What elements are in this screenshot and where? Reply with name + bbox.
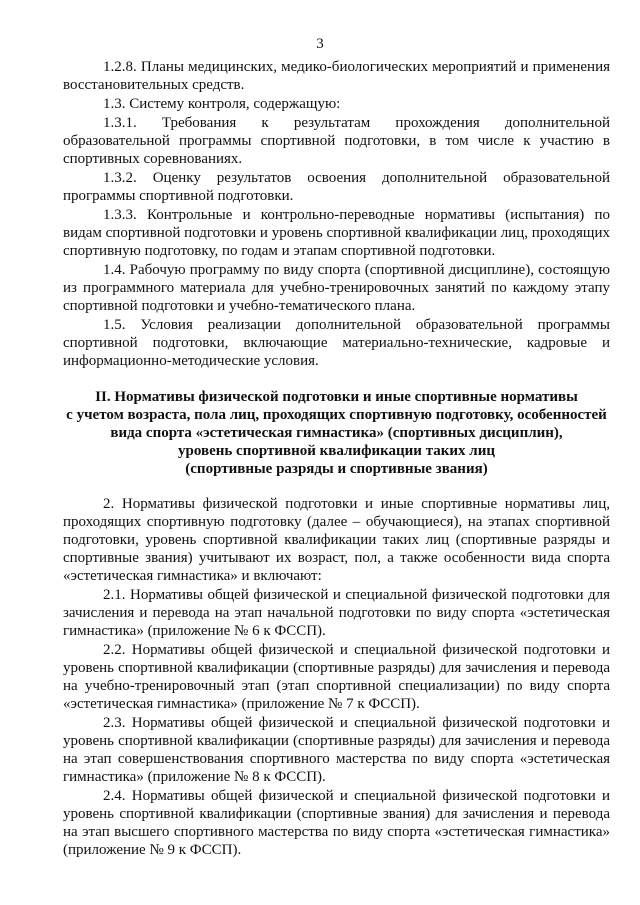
paragraph: 1.5. Условия реализации дополнительной образовательной программы спортивной подготовки, включающие материально-технические, кадровые и информационно-методические условия. bbox=[63, 317, 610, 369]
paragraph: 2.1. Нормативы общей физической и специальной физической подготовки для зачисления и перевода на этап начальной подготовки по виду спорта «эстетическая гимнастика» (приложение № 6 к ФССП). bbox=[63, 587, 610, 639]
section-heading-line: с учетом возраста, пола лиц, проходящих спортивную подготовку, особенностей bbox=[66, 407, 607, 423]
paragraph: 1.3. Систему контроля, содержащую: bbox=[103, 96, 341, 112]
page-number: 3 bbox=[316, 36, 324, 52]
section-heading bbox=[63, 388, 610, 478]
paragraph: 1.4. Рабочую программу по виду спорта (спортивной дисциплине), состоящую из программного материала для учебно-тренировочных занятий по каждому этапу спортивной подготовки и учебно-тематического плана. bbox=[63, 262, 610, 314]
paragraph: 1.3.3. Контрольные и контрольно-переводные нормативы (испытания) по видам спортивной подготовки и уровень спортивной квалификации лиц, проходящих спортивную подготовку, по годам и этапам спортивной подготовки. bbox=[63, 207, 610, 259]
document-body bbox=[63, 58, 610, 860]
section-heading-line: (спортивные разряды и спортивные звания) bbox=[185, 461, 488, 477]
paragraph: 2.2. Нормативы общей физической и специальной физической подготовки и уровень спортивной квалификации (спортивные разряды) для зачисления и перевода на учебно-тренировочный этап (этап спортивной специализации) по виду спорта «эстетическая гимнастика» (приложение № 7 к ФССП). bbox=[63, 642, 610, 712]
section-heading-line: вида спорта «эстетическая гимнастика» (спортивных дисциплин), bbox=[110, 425, 563, 441]
section-heading-line: уровень спортивной квалификации таких лиц bbox=[178, 443, 495, 459]
section-heading-line: II. Нормативы физической подготовки и иные спортивные нормативы bbox=[95, 389, 578, 405]
paragraph: 2.4. Нормативы общей физической и специальной физической подготовки и уровень спортивной квалификации (спортивные звания) для зачисления и перевода на этап высшего спортивного мастерства по виду спорта «эстетическая гимнастика» (приложение № 9 к ФССП). bbox=[63, 788, 610, 858]
paragraph: 1.2.8. Планы медицинских, медико-биологических мероприятий и применения восстановительных средств. bbox=[63, 59, 610, 93]
paragraph: 1.3.2. Оценку результатов освоения дополнительной образовательной программы спортивной подготовки. bbox=[63, 170, 610, 204]
paragraph: 2.3. Нормативы общей физической и специальной физической подготовки и уровень спортивной квалификации (спортивные разряды) для зачисления и перевода на этап совершенствования спортивного мастерства по виду спорта «эстетическая гимнастика» (приложение № 8 к ФССП). bbox=[63, 715, 610, 785]
paragraph: 1.3.1. Требования к результатам прохождения дополнительной образовательной программы спортивной подготовки, в том числе к участию в спортивных соревнованиях. bbox=[63, 115, 610, 167]
paragraph: 2. Нормативы физической подготовки и иные спортивные нормативы лиц, проходящих спортивную подготовку (далее – обучающиеся), на этапах спортивной подготовки, уровень спортивной квалификации таких лиц (спортивные разряды и спортивные звания) учитывают их возраст, пол, а также особенности вида спорта «эстетическая гимнастика» и включают: bbox=[63, 496, 610, 584]
